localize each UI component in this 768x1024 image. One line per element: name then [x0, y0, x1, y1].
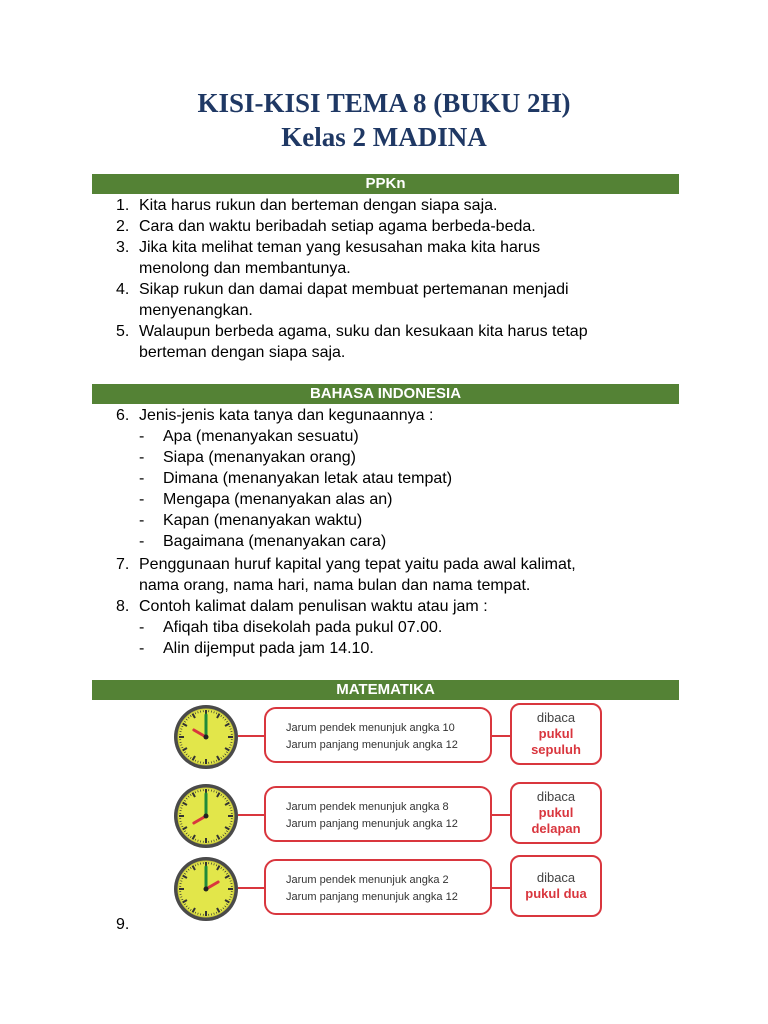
clock-row	[172, 855, 604, 923]
list-number: 5.	[116, 323, 130, 340]
read-value: pukul	[538, 726, 574, 741]
read-value: pukul	[538, 805, 574, 820]
question-word: Kapan (menanyakan waktu)	[163, 512, 363, 529]
long-hand-text: Jarum panjang menunjuk angka 12	[286, 818, 458, 830]
read-label: dibaca	[536, 710, 576, 725]
clock-icon	[172, 783, 240, 849]
list-number: 9.	[116, 916, 130, 933]
read-value: delapan	[531, 821, 581, 836]
short-hand-text: Jarum pendek menunjuk angka 8	[286, 801, 449, 813]
short-hand-text: Jarum pendek menunjuk angka 10	[286, 722, 455, 734]
connector-line	[238, 735, 266, 737]
list-item-text: berteman dengan siapa saja.	[139, 344, 346, 361]
clock-row	[172, 782, 604, 850]
dash-bullet: -	[139, 619, 145, 636]
list-item-text: menolong dan membantunya.	[139, 260, 351, 277]
list-item-text: Kita harus rukun dan berteman dengan siapa saja.	[139, 197, 498, 214]
clock-description-box	[264, 707, 492, 763]
question-word: Mengapa (menanyakan alas an)	[163, 491, 393, 508]
list-number: 6.	[116, 407, 130, 424]
question-word: Bagaimana (menanyakan cara)	[163, 533, 387, 550]
read-value: sepuluh	[531, 742, 581, 757]
list-item-text: Penggunaan huruf kapital yang tepat yaitu pada awal kalimat,	[139, 556, 576, 573]
question-word: Apa (menanyakan sesuatu)	[163, 428, 359, 445]
list-item-text: Walaupun berbeda agama, suku dan kesukaan kita harus tetap	[139, 323, 588, 340]
document-title-line2: Kelas 2 MADINA	[281, 122, 487, 152]
clock-icon	[172, 704, 240, 770]
connector-line	[238, 887, 266, 889]
clock-icon	[172, 856, 240, 922]
dash-bullet: -	[139, 428, 145, 445]
long-hand-text: Jarum panjang menunjuk angka 12	[286, 891, 458, 903]
question-word: Dimana (menanyakan letak atau tempat)	[163, 470, 453, 487]
read-label: dibaca	[536, 789, 576, 804]
list-number: 3.	[116, 239, 130, 256]
list-number: 4.	[116, 281, 130, 298]
time-reading-box	[510, 782, 602, 844]
list-number: 8.	[116, 598, 130, 615]
dash-bullet: -	[139, 470, 145, 487]
list-item-text: Contoh kalimat dalam penulisan waktu atau jam :	[139, 598, 488, 615]
time-reading-box	[510, 855, 602, 917]
list-item-text: Jika kita melihat teman yang kesusahan maka kita harus	[139, 239, 541, 256]
list-item-text: menyenangkan.	[139, 302, 253, 319]
connector-line	[492, 735, 512, 737]
connector-line	[492, 887, 512, 889]
example-sentence: Afiqah tiba disekolah pada pukul 07.00.	[163, 619, 443, 636]
list-item-text: nama orang, nama hari, nama bulan dan nama tempat.	[139, 577, 531, 594]
question-word: Siapa (menanyakan orang)	[163, 449, 357, 466]
dash-bullet: -	[139, 533, 145, 550]
dash-bullet: -	[139, 640, 145, 657]
document-title-line1: KISI-KISI TEMA 8 (BUKU 2H)	[197, 88, 571, 118]
connector-line	[238, 814, 266, 816]
time-reading-box	[510, 703, 602, 765]
dash-bullet: -	[139, 512, 145, 529]
section-header-matematika: MATEMATIKA	[92, 680, 679, 700]
read-value: pukul dua	[525, 886, 587, 901]
list-item-text: Sikap rukun dan damai dapat membuat pertemanan menjadi	[139, 281, 569, 298]
section-header-bahasa-indonesia: BAHASA INDONESIA	[92, 384, 679, 404]
dash-bullet: -	[139, 491, 145, 508]
list-item-text: Cara dan waktu beribadah setiap agama berbeda-beda.	[139, 218, 536, 235]
clock-description-box	[264, 786, 492, 842]
example-sentence: Alin dijemput pada jam 14.10.	[163, 640, 374, 657]
short-hand-text: Jarum pendek menunjuk angka 2	[286, 874, 449, 886]
dash-bullet: -	[139, 449, 145, 466]
list-number: 7.	[116, 556, 130, 573]
list-item-text: Jenis-jenis kata tanya dan kegunaannya :	[139, 407, 434, 424]
section-header-ppkn: PPKn	[92, 174, 679, 194]
clock-row	[172, 703, 604, 771]
clock-description-box	[264, 859, 492, 915]
list-number: 2.	[116, 218, 130, 235]
long-hand-text: Jarum panjang menunjuk angka 12	[286, 739, 458, 751]
list-number: 1.	[116, 197, 130, 214]
connector-line	[492, 814, 512, 816]
read-label: dibaca	[536, 870, 576, 885]
